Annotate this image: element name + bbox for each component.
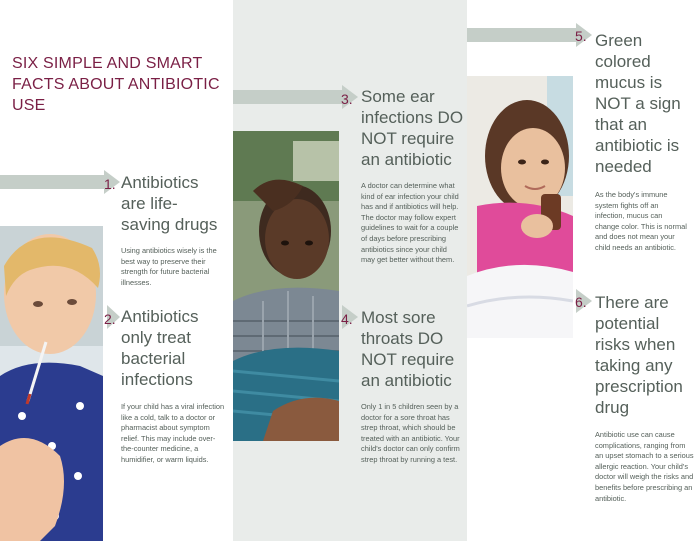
fact-body: Using antibiotics wisely is the best way to preserve their strength for future bacterial illnesses.	[121, 246, 217, 287]
fact-number: 6.	[575, 294, 587, 310]
fact-number: 1.	[104, 176, 116, 192]
fact-body: As the body's immune system fights off an infection, mucus can change color. This is normal and does not mean your child needs an antibiotic.	[595, 190, 687, 252]
fact-heading: Green colored mucus is NOT a sign that an antibiotic is needed	[595, 31, 681, 176]
fact-number: 2.	[104, 311, 116, 327]
fact-number: 5.	[575, 28, 587, 44]
fact-3-arrow	[233, 85, 358, 109]
fact-heading: Most sore throats DO NOT require an antibiotic	[361, 308, 455, 390]
fact-body: Only 1 in 5 children seen by a doctor for a sore throat has strep throat, which should be treated with an antibiotic. Your child's doctor can only confirm strep throat by running a test.	[361, 402, 460, 464]
boy-headache-photo	[233, 131, 339, 441]
fact-number: 3.	[341, 91, 353, 107]
fact-heading: Antibiotics only treat bacterial infections	[121, 307, 199, 389]
fact-body: A doctor can determine what kind of ear infection your child has and if antibiotics will help. The doctor may follow expert guidelines to wait for a couple of days before prescribing antibiotics since your child may get better without them.	[361, 181, 459, 265]
brochure-title: SIX SIMPLE AND SMART FACTS ABOUT ANTIBIOTIC USE	[12, 55, 220, 114]
fact-5-arrow	[467, 23, 592, 47]
fact-number: 4.	[341, 311, 353, 327]
fact-heading: There are potential risks when taking any prescription drug	[595, 293, 683, 417]
boy-thermometer-photo	[0, 226, 103, 541]
girl-drinking-photo	[467, 76, 573, 338]
fact-heading: Some ear infections DO NOT require an antibiotic	[361, 87, 464, 169]
fact-body: If your child has a viral infection like a cold, talk to a doctor or pharmacist about symptom relief. This may include over-the-counter medicine, a humidifier, or warm liquids.	[121, 402, 225, 464]
fact-1-arrow	[0, 170, 120, 194]
fact-body: Antibiotic use can cause complications, ranging from an upset stomach to a serious allergic reaction. Your child's doctor will weigh the risks and benefits before prescribing an antibiotic.	[595, 430, 694, 503]
fact-heading: Antibiotics are life-saving drugs	[121, 173, 218, 234]
